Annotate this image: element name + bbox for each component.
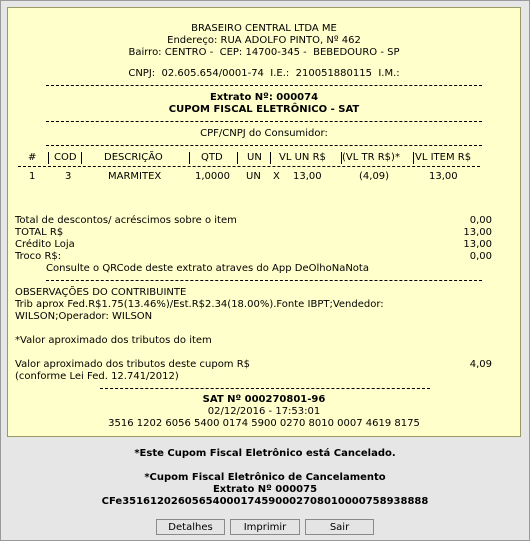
totals-label: Total de descontos/ acréscimos sobre o item — [15, 215, 237, 226]
header-vl-tr: (VL TR R$)* — [342, 152, 400, 163]
company-address: Endereço: RUA ADOLFO PINTO, Nº 462 — [167, 35, 361, 46]
observations-line-2: WILSON;Operador: WILSON — [15, 311, 153, 322]
item-desc: MARMITEX — [108, 171, 162, 182]
items-header — [8, 152, 520, 164]
totals-row — [8, 239, 520, 251]
tax-law: (conforme Lei Fed. 12.741/2012) — [15, 371, 179, 382]
print-button[interactable]: Imprimir — [230, 519, 300, 535]
consumer-label: CPF/CNPJ do Consumidor: — [200, 128, 328, 139]
divider — [100, 388, 430, 389]
sat-number: SAT Nº 000270801-96 — [202, 394, 326, 405]
header-vl-un: VL UN R$ — [279, 152, 326, 163]
totals-label: TOTAL R$ — [15, 227, 64, 238]
tax-total-label: Valor aproximado dos tributos deste cupom R$ — [15, 359, 251, 370]
observations-title: OBSERVAÇÕES DO CONTRIBUINTE — [15, 287, 187, 298]
divider — [18, 166, 480, 167]
column-separator — [81, 152, 82, 164]
totals-row — [8, 215, 520, 227]
column-separator — [270, 152, 271, 164]
totals-row — [8, 227, 520, 239]
divider — [46, 280, 482, 281]
observations-line-1: Trib aprox Fed.R$1.75(13.46%)/Est.R$2.34(18.00%).Fonte IBPT;Vendedor: — [15, 299, 384, 310]
header-vl-item: VL ITEM R$ — [415, 152, 472, 163]
divider — [46, 85, 482, 86]
cancel-title: *Cupom Fiscal Eletrônico de Cancelamento — [144, 472, 386, 483]
exit-button[interactable]: Sair — [305, 519, 374, 535]
item-num: 1 — [29, 171, 36, 182]
item-vl-tr: (4,09) — [359, 171, 390, 182]
cancel-extract: Extrato Nº 000075 — [212, 484, 318, 495]
document-title: CUPOM FISCAL ELETRÔNICO - SAT — [168, 104, 360, 115]
extract-number: Extrato Nº: 000074 — [209, 92, 319, 103]
totals-value: 13,00 — [463, 239, 492, 250]
totals-row — [8, 251, 520, 263]
emission-datetime: 02/12/2016 - 17:53:01 — [207, 406, 321, 417]
column-separator — [48, 152, 49, 164]
item-cod: 3 — [65, 171, 72, 182]
column-separator — [413, 152, 414, 164]
column-separator — [237, 152, 238, 164]
header-qtd: QTD — [201, 152, 223, 163]
cancelled-notice: *Este Cupom Fiscal Eletrônico está Cancelado. — [134, 448, 396, 459]
table-row — [8, 171, 520, 183]
item-qtd: 1,0000 — [195, 171, 230, 182]
receipt-paper — [7, 7, 521, 437]
tax-total-row — [8, 359, 520, 371]
company-ids: CNPJ: 02.605.654/0001-74 I.E.: 210051880115 I.M.: — [128, 68, 400, 79]
tax-total-value: 4,09 — [469, 359, 492, 370]
totals-label: Troco R$: — [15, 251, 62, 262]
company-name: BRASEIRO CENTRAL LTDA ME — [191, 23, 337, 34]
header-un: UN — [247, 152, 262, 163]
qrcode-note: Consulte o QRCode deste extrato atraves do App DeOlhoNaNota — [46, 263, 369, 274]
header-cod: COD — [54, 152, 77, 163]
totals-value: 0,00 — [469, 215, 492, 226]
totals-label: Crédito Loja — [15, 239, 75, 250]
divider — [46, 121, 482, 122]
details-button[interactable]: Detalhes — [156, 519, 225, 535]
item-vl-item: 13,00 — [429, 171, 458, 182]
totals-value: 13,00 — [463, 227, 492, 238]
divider — [46, 145, 482, 146]
item-x: X — [273, 171, 280, 182]
item-vl-un: 13,00 — [293, 171, 322, 182]
access-key: 3516 1202 6056 5400 0174 5900 0270 8010 0007 4619 8175 — [108, 418, 420, 429]
cancel-key: CFe35161202605654000174590002708010000758938888 — [101, 496, 429, 507]
tax-note: *Valor aproximado dos tributos do item — [15, 335, 212, 346]
totals-value: 0,00 — [469, 251, 492, 262]
header-num: # — [28, 152, 37, 163]
item-un: UN — [246, 171, 261, 182]
column-separator — [189, 152, 190, 164]
company-district: Bairro: CENTRO - CEP: 14700-345 - BEBEDOURO - SP — [128, 47, 400, 58]
header-desc: DESCRIÇÃO — [104, 152, 163, 163]
